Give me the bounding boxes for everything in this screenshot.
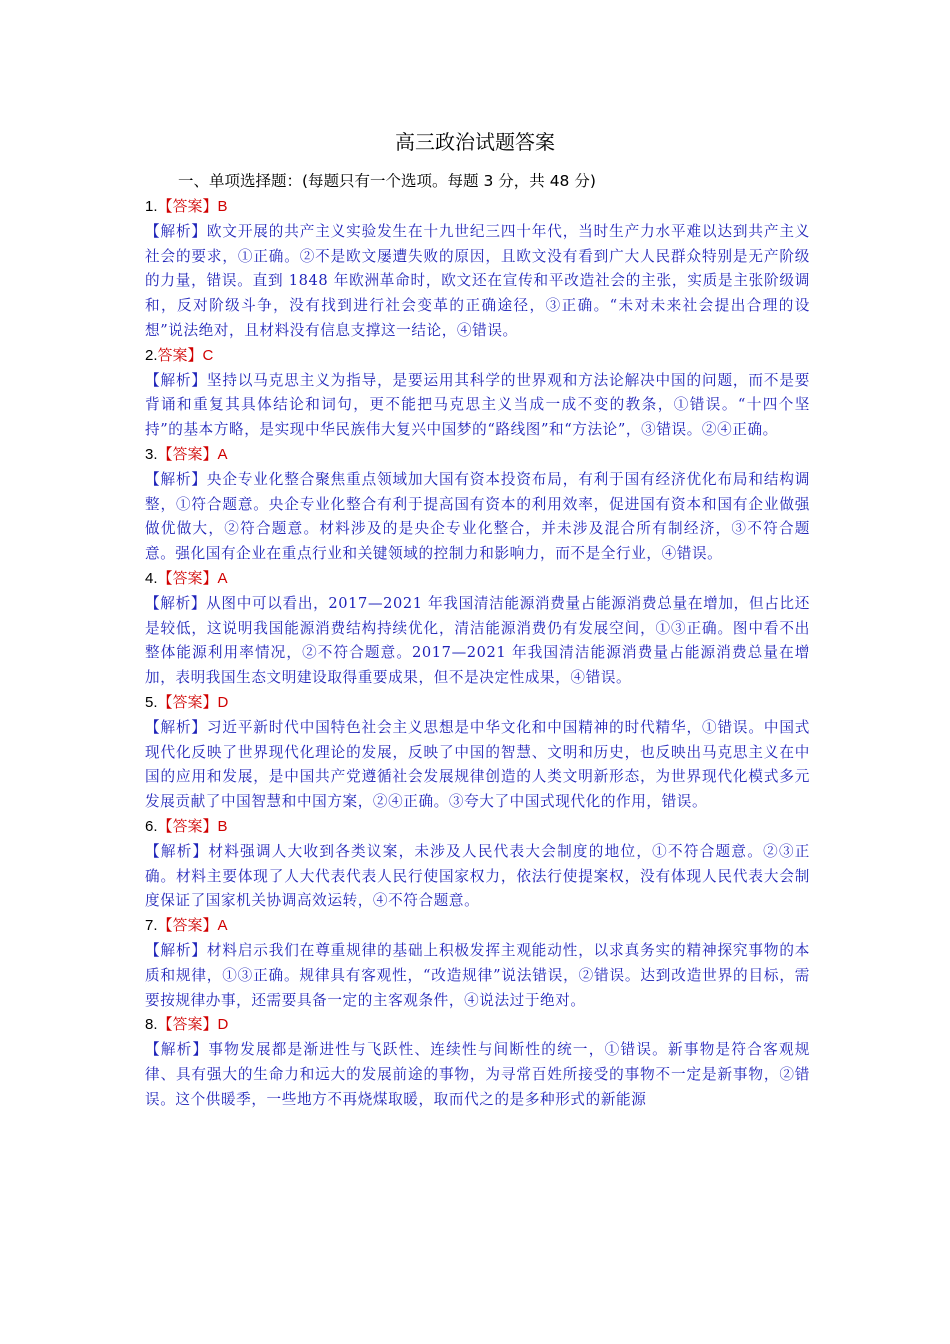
answer-item	[145, 815, 810, 914]
answer-value: D	[217, 1016, 229, 1034]
explanation-body: 坚持以马克思主义为指导，是要运用其科学的世界观和方法论解决中国的问题，而不是要背诵和重复其具体结论和词句，更不能把马克思主义当成一成不变的教条，①错误。“十四个坚持”的基本方略，是实现中华民族伟大复兴中国梦的“路线图”和“方法论”，③错误。②④正确。	[145, 371, 810, 439]
answer-item	[145, 443, 810, 567]
answer-item	[145, 195, 810, 344]
question-number: 6.	[145, 817, 158, 835]
explanation-text	[145, 1038, 810, 1112]
answer-value: A	[217, 917, 228, 935]
explanation-label: 【解析】	[145, 594, 207, 612]
explanation-label: 【解析】	[145, 1041, 209, 1059]
question-number: 4.	[145, 569, 158, 587]
explanation-body: 材料启示我们在尊重规律的基础上积极发挥主观能动性，以求真务实的精神探究事物的本质和规律，①③正确。规律具有客观性，“改造规律”说法错误，②错误。达到改造世界的目标，需要按规律办事，还需要具备一定的主客观条件，④说法过于绝对。	[145, 941, 810, 1009]
explanation-body: 事物发展都是渐进性与飞跃性、连续性与间断性的统一，①错误。新事物是符合客观规律、具有强大的生命力和远大的发展前途的事物，为寻常百姓所接受的事物不一定是新事物，②错误。这个供暖季，一些地方不再烧煤取暖，取而代之的是多种形式的新能源	[145, 1041, 810, 1108]
answer-label: 【答案】	[157, 569, 218, 587]
document-title: 高三政治试题答案	[395, 130, 555, 154]
answer-item	[145, 567, 810, 691]
answer-list	[145, 195, 810, 1112]
answer-line	[145, 344, 810, 369]
question-number: 1.	[145, 198, 158, 215]
answer-item	[145, 914, 810, 1013]
answer-value: C	[202, 346, 214, 364]
question-number: 5.	[145, 693, 158, 711]
answer-item	[145, 344, 810, 443]
answer-line	[145, 443, 810, 468]
answer-label: 【答案】	[157, 445, 218, 463]
explanation-body: 材料强调人大收到各类议案，未涉及人民代表大会制度的地位，①不符合题意。②③正确。材料主要体现了人大代表代表人民行使国家权力，依法行使提案权，没有体现人民代表大会制度保证了国家机关协调高效运转，④不符合题意。	[145, 842, 810, 910]
explanation-label: 【解析】	[145, 470, 207, 488]
explanation-label: 【解析】	[145, 941, 207, 959]
question-number: 7.	[145, 917, 158, 935]
explanation-text	[145, 369, 810, 443]
explanation-text	[145, 939, 810, 1013]
answer-line	[145, 691, 810, 716]
explanation-text	[145, 220, 810, 344]
section-heading: 一、单项选择题：(每题只有一个选项。每题 3 分，共 48 分)	[178, 172, 596, 190]
answer-item	[145, 691, 810, 815]
explanation-body: 从图中可以看出，2017—2021 年我国清洁能源消费量占能源消费总量在增加，但占比还是较低，这说明我国能源消费结构持续优化，清洁能源消费仍有发展空间，①③正确。图中看不出整体能源利用率情况，②不符合题意。2017—2021 年我国清洁能源消费量占能源消费总量在增加，表明我国生态文明建设取得重要成果，但不是决定性成果，④错误。	[145, 594, 810, 687]
answer-value: A	[217, 569, 228, 587]
answer-label: 【答案】	[157, 917, 218, 935]
question-number: 3.	[145, 445, 158, 463]
explanation-text	[145, 840, 810, 914]
answer-item	[145, 1013, 810, 1112]
answer-label: 【答案】	[157, 198, 218, 215]
explanation-label: 【解析】	[145, 222, 207, 240]
answer-line	[145, 914, 810, 939]
answer-label: 答案】	[157, 346, 203, 364]
explanation-body: 欧文开展的共产主义实验发生在十九世纪三四十年代，当时生产力水平难以达到共产主义社会的要求，①正确。②不是欧文屡遭失败的原因，且欧文没有看到广大人民群众特别是无产阶级的力量，错误。直到 1848 年欧洲革命时，欧文还在宣传和平改造社会的主张，实质是主张阶级调和，反对阶级斗争，没有找到进行社会变革的正确途径，③正确。“未对未来社会提出合理的设想”说法绝对，且材料没有信息支撑这一结论，④错误。	[145, 222, 810, 339]
explanation-body: 央企专业化整合聚焦重点领域加大国有资本投资布局，有利于国有经济优化布局和结构调整，①符合题意。央企专业化整合有利于提高国有资本的利用效率，促进国有资本和国有企业做强做优做大，②符合题意。材料涉及的是央企专业化整合，并未涉及混合所有制经济，③不符合题意。强化国有企业在重点行业和关键领域的控制力和影响力，而不是全行业，④错误。	[145, 470, 810, 563]
answer-line	[145, 815, 810, 840]
explanation-text	[145, 468, 810, 567]
explanation-body: 习近平新时代中国特色社会主义思想是中华文化和中国精神的时代精华，①错误。中国式现代化反映了世界现代化理论的发展，反映了中国的智慧、文明和历史，也反映出马克思主义在中国的应用和发展，是中国共产党遵循社会发展规律创造的人类文明新形态，为世界现代化模式多元发展贡献了中国智慧和中国方案，②④正确。③夸大了中国式现代化的作用，错误。	[145, 718, 810, 811]
answer-line	[145, 1013, 810, 1038]
answer-label: 【答案】	[157, 693, 218, 711]
explanation-text	[145, 716, 810, 815]
answer-value: B	[217, 817, 228, 835]
answer-value: A	[217, 445, 228, 463]
explanation-label: 【解析】	[145, 718, 207, 736]
answer-line	[145, 567, 810, 592]
explanation-label: 【解析】	[145, 842, 209, 860]
answer-value: B	[217, 198, 228, 215]
answer-label: 【答案】	[157, 817, 218, 835]
answer-line	[145, 195, 810, 220]
question-number: 2.	[145, 346, 158, 364]
answer-value: D	[217, 693, 229, 711]
answer-label: 【答案】	[157, 1016, 218, 1034]
explanation-text	[145, 592, 810, 691]
explanation-label: 【解析】	[145, 371, 207, 389]
question-number: 8.	[145, 1016, 158, 1034]
